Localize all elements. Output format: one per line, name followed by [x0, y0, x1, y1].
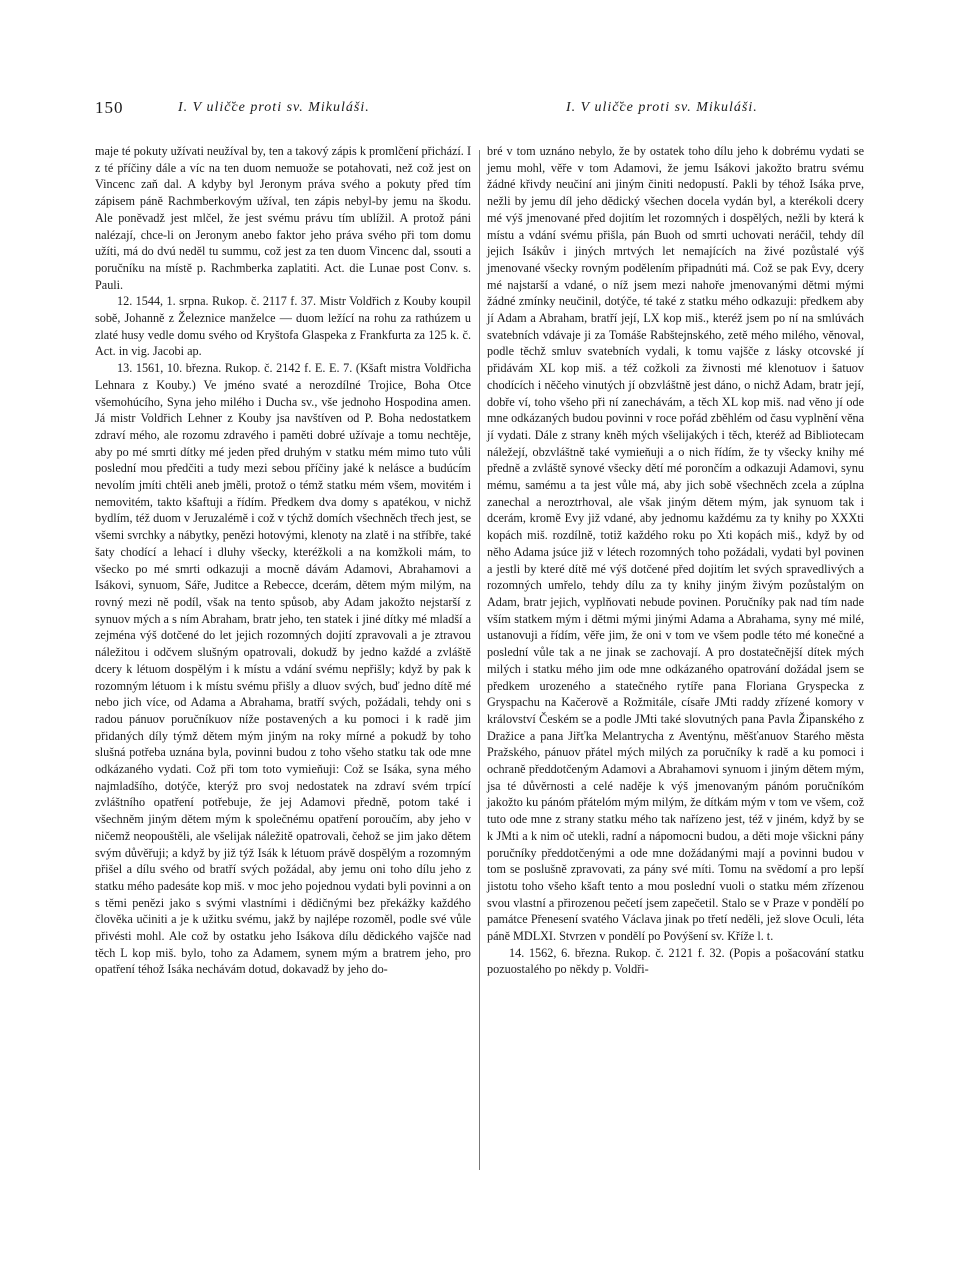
running-head-right: I. V ulič̆ce proti sv. Mikuláši.	[566, 100, 758, 115]
column-divider	[479, 150, 480, 1170]
paragraph: 12. 1544, 1. srpna. Rukop. č. 2117 f. 37. Mistr Voldřich z Kouby koupil sobě, Johanně z Železnice manželce — duom ležící na rohu za rathúzem u zlaté husy vedle domu svého od Kryštofa Glaspeka z Frankfurta za 125 k. č. Act. in vig. Jacobi ap.	[95, 294, 471, 359]
paragraph: 14. 1562, 6. března. Rukop. č. 2121 f. 32. (Popis a pošacování statku pozuostalého po někdy p. Voldři-	[487, 945, 864, 977]
paragraph: maje té pokuty užívati neužíval by, ten a takový zápis k promlčení přichází. I z té příčiny dále a víc na ten duom nemuože se potahovati, než což jest on Vincenc zaň dal. A kdyby byl Jeronym práva svého a pokuty před tím zápisem páně Rachmberkovým užíval, ten zápis nebyl-by jemu na škodu. Ale poněvadž jest mlčel, že jest svému právu tím ublížil. A protož páni nalézají, chce-li on Jeronym anebo faktor jeho práva svého při tom domu užíti, má do dvú neděl tu summu, což jest za ten duom Vincenc dal, ssouti a poručníku na místě p. Rachmberka zaplatiti. Act. die Lunae post Conv. s. Pauli.	[95, 144, 471, 292]
left-column	[95, 143, 471, 978]
right-column	[487, 143, 864, 978]
page-number: 150	[95, 98, 124, 117]
running-head-left: I. V ulič̆ce proti sv. Mikuláši.	[178, 100, 370, 115]
paragraph: bré v tom uznáno nebylo, že by ostatek toho dílu jeho k dobrému vydati se jemu mohl, věře v tom Adamovi, že jemu Isákovi jakožto bratru svému žádné křivdy neučiní ani jiným činiti nedopustí. Pakli by téhož Isáka prve, nežli by jemu díl jeho dědický všechen docela vydán byl, a kterékoli dcery mé výš jmenované před dojitím let rozomných i dospělých, nežli by která k místu a vdání svému přišla, pán Buoh od smrti uchovati neráčil, tehdy díl jejich Isákův i jiných mrtvých let nemajících na živé pozůstalé výš jmenované všecky rovným podělením připadnúti má. Což se pak Evy, dcery mé najstarší a vdané, o níž jsem mezi nahoře jmenovanými dětmi mými žádné zmínky neučinil, dotýče, té také z statku mého odkazuji: předkem aby jí Adam a Abraham, bratří její, LX kop miš., kteréž jsem po ní na smlúvách svatebních vdávaje ji za Tomáše Rabštejnského, zetě mého milého, věnoval, podle těchž smluv svatebních vydali, k tomu vajšče z lásky otcovské jí přidávám XL kop miš. a též cožkoli za živnosti mé klenotuov i šatuov chodících i něčeho vinutých jí obzvláštně jest dáno, o nichž Adam, bratr její, dobře ví, toho všeho při ní zanechávám, a těch XL kop miš. nad věno jí ode mne odkázaných budou povinni v roce pořád zběhlém od času vyplnění věna jí vydati. Dále z strany kněh mých všelijakých i těch, kteréž ad Bibliotecam náležejí, obzvláštně také vymieňuji a o nich řídím, že ty všecky knihy mé předně a zvláště synové všecky dětí mé porončím a odkazuji Adamovi, synu mému, samému a ta jest vůle má, aby jich sobě všechněch zcela a zúplna zanechal a neroztrhoval, ale však jiným dětem mým, jak synuom tak i dcerám, kromě Evy již vdané, aby jednomu každému za ty knihy po XXXti kopách miš. rozdílně, totiž každého roku po Xti kopách miš., když by od něho Adama jsúce již v létech rozomných toho požádali, vydati byl povinen a jestli by které dítě mé výš dotčené před dojitím let svých spravedlivých a rozomných umřelo, tehdy dílu za ty knihy jiným živým pozůstalým on Adam, bratr jejich, vyplňovati nebude povinen. Poručníky pak nad tím nade vším statkem mým i dětmi mými jinými Adama a Abrahama, syny mé milé, ustanovuji a řídím, věře jim, že oni v tom ve všem podle této mé konečné a poslední vůle tak a ne jinak se zachovají. A pro dostatečnější dítek mých milých i statku mého jim ode mne odkázaného opatrování dožádal jsem se předkem urozeného a statečného rytíře pana Floriana Gryspecka z Gryspachu na Kačerově a Rožmitále, císaře JMti raddy zřízené komory v království Českém se a podle JMti také slovutných pana Pavla Žipanského z Dražice a pana Jiřťka Melantrycha z Aventýnu, měšťanuov Starého města Pražského, pánuov přátel mých milých za poručníky k radě a ku pomoci i ochraně předdotčeným Adamovi a Abrahamovi synuom i jiným dětem mým, jsa té důvěrnosti a celé naděje k výš jmenovaným pánóm poručníkóm jakožto ku pánóm přátelóm mým milým, že dítkám mým v tom ve všem, což tuto ode mne z strany statku mého tak nařízeno jest, též v jiném, když by se k JMti a k nim oč utekli, radní a nápomocni budou, a děti moje všickni pány poručníky předdotčenými a ode mne dožádanými mají a povinni budou v tom se poslušně zpravovati, za pány své míti. Tomu na svědomí a pro lepší jistotu toho všeho kšaft tento a mou poslední vuoli o statku mém zřízenou svou vlastní a přirozenou pečetí jsem zapečetil. Stalo se v Praze v pondělí po památce Přenesení svatého Václava jinak po třetí neděli, jež slove Oculi, léta páně MDLXI. Stvrzen v pondělí po Povýšení sv. Kříže l. t.	[487, 144, 864, 944]
page-header	[0, 98, 960, 122]
paragraph: 13. 1561, 10. března. Rukop. č. 2142 f. E. E. 7. (Kšaft mistra Voldřicha Lehnara z Kouby.) Ve jméno svaté a nerozdílné Trojice, Boha Otce všemohúcího, Syna jeho milého i Ducha sv., vše jednoho Hospodina amen. Já mistr Voldřich Lehner z Kouby jsa navštíven od P. Boha nedostatkem zdraví mého, ale rozomu zdravého i paměti dobré užívaje a tomu nechtěje, aby po mé smrti dítky mé jeden před druhým v statku mém mimo tuto vůli poslední mou předčiti a tudy mezi sebou příčiny jaké k nelásce a budúcím nevolím jmíti chtěli aneb jměli, protož o témž statku mém všem, movitém i nemovitém, takto kšaftuji a řídím. Předkem dva domy s apatékou, v nichž bydlím, též duom v Jeruzalémě i což v týchž domích všechněch třech jest, se všemi svrchky a nábytky, penězi hotovými, klenoty na zlatě i na stříbře, také šaty chodící a lehací i dluhy všecky, kteréžkoli a na komžkoli mám, to všecko po mé smrti odkazuji a mocně dávám Adamovi, Abrahamovi a Isákovi, synuom, Sáře, Juditce a Rebecce, dcerám, dětem mým milým, na rovný mezi ně podíl, však na tento spůsob, aby Adam jakožto nejstarší z synuov mých a s ním Abraham, bratr jeho, ten statek i jiné dítky mé mladší a zejména výš dotčené do let jejich rozomných dojití zpravovali a je ztravou náležitou i odčvem slušným opatrovali, dokudž by jedno každé a zvláště dcery k létuom dospělým i k místu a vdání svému nepřišly; když by pak k rozomným létuom i k místu svému přišly a dluov svých, buď jedno dítě mé nebo jich více, od Adama a Abrahama, bratří svých, požádali, tehdy oni s radou pánuov poručníkuov níže postavených a ku pomoci i k radě jim přidaných díly týmž dětem mým jiným na roky mírné a pokudž by toho slušná potřeba uznána byla, povinni budou z toho všeho statku tak ode mne odkázaného vydati. Což při tom toto vymieňuji: Což se Isáka, syna mého najmladšího, dotýče, kterýž pro svoj nedostatek na zdraví svém trpící zvláštního opatření potřebuje, že jej Adamovi předně, potom také i všechněm jiným dětem mým k společnému opatření poroučím, aby jeho v ničemž neopouštěli, ale všelijak náležitě opatrovali, čehož se jim jako dětem svým důvěřuji; a když by již týž Isák k létuom právě dospělým a rozomným přišel a dílu svého od bratří svých požádal, aby jemu oni toho dílu jeho z statku mého padesáte kop miš. v moc jeho pojednou vydati byli povinni a on s těmi penězi jako s svými vlastními i dědičnými bez překážky každého člověka učiniti a je k užitku svému, jakž by najlépe rozoměl, podle své vůle přivésti mohl. Ale což by ostatku jeho Isákova dílu dědického vajšče nad těch L kop miš. bylo, toho za Adamem, synem mým a bratrem jeho, pro opatření téhož Isáka nechávám dotud, dokavadž by jeho do-	[95, 361, 471, 977]
